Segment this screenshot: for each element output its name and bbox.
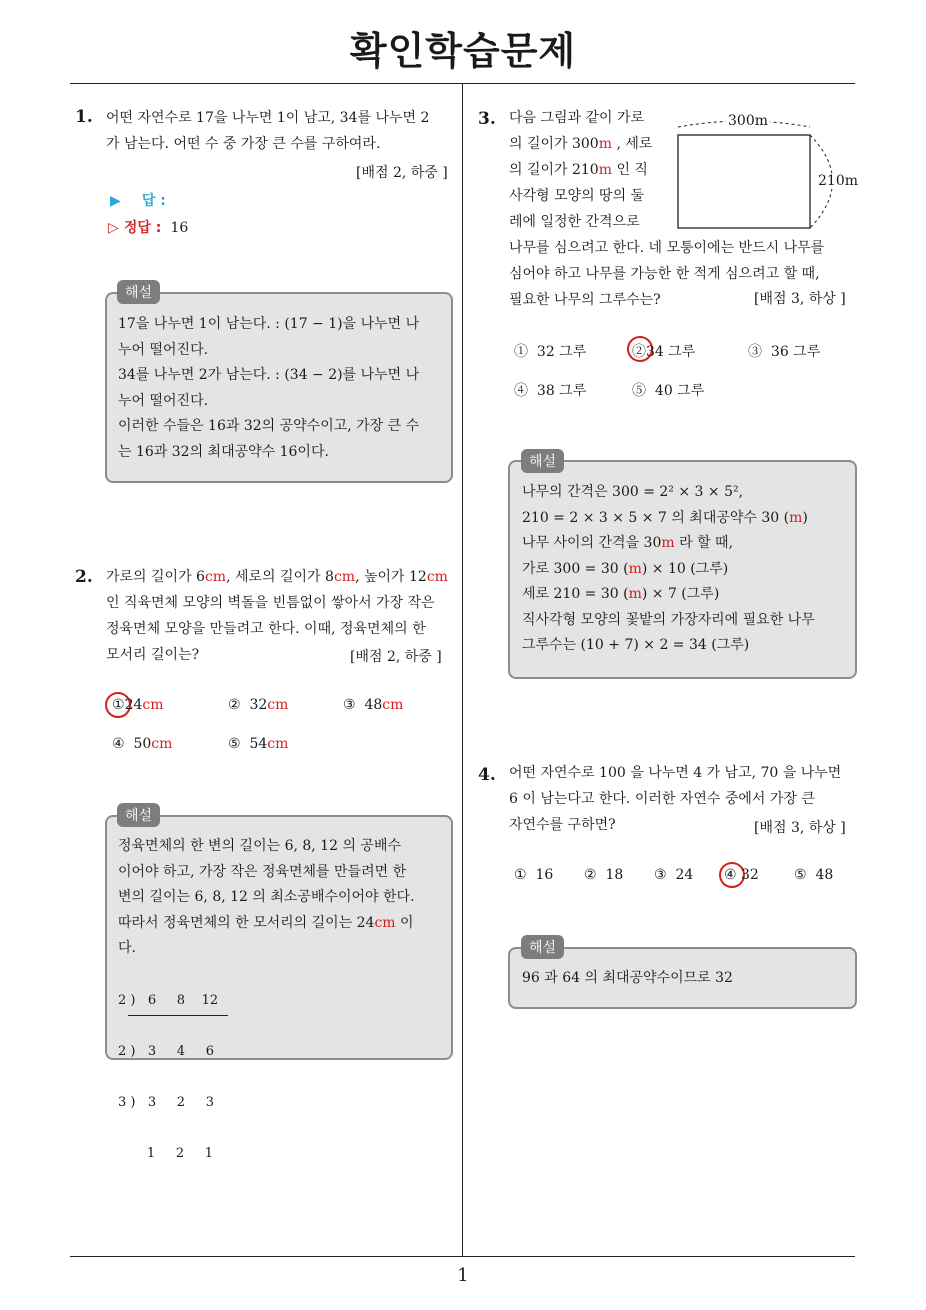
question-1-meta: [배점 2, 하중 ] bbox=[356, 165, 448, 181]
option-mark: ⑤ bbox=[228, 736, 241, 752]
option-mark: ⑤ bbox=[794, 867, 807, 883]
question-4-line: 어떤 자연수로 100 을 나누면 4 가 남고, 70 을 나누면 bbox=[509, 765, 842, 781]
answer-row bbox=[110, 190, 166, 210]
text-run: 가로의 길이가 6 bbox=[106, 569, 205, 585]
question-2-number: 2. bbox=[75, 567, 93, 587]
question-3-line: 사각형 모양의 땅의 둘 bbox=[509, 188, 645, 204]
explanation-line: 96 과 64 의 최대공약수이므로 32 bbox=[522, 970, 733, 986]
option-2[interactable] bbox=[228, 697, 288, 713]
option-mark: ② bbox=[632, 344, 646, 360]
unit-m: m bbox=[789, 509, 803, 526]
explanation-line: 변의 길이는 6, 8, 12 의 최소공배수이어야 한다. bbox=[118, 889, 415, 905]
explanation-line: 누어 떨어진다. bbox=[118, 341, 209, 358]
option-mark: ① bbox=[112, 697, 125, 713]
question-1-text bbox=[106, 105, 456, 157]
option-value: 18 bbox=[605, 867, 624, 883]
text-run: ) × 10 (그루) bbox=[641, 560, 729, 577]
correct-answer-row bbox=[108, 217, 188, 237]
explanation-tag: 해설 bbox=[521, 935, 564, 959]
explanation-4-text bbox=[522, 966, 850, 992]
text-run: 인 직 bbox=[612, 162, 648, 178]
unit-cm: cm bbox=[267, 736, 289, 752]
option-value: 32 bbox=[249, 697, 268, 713]
option-value: 36 그루 bbox=[770, 344, 821, 360]
text-run: 이 bbox=[395, 914, 414, 931]
correct-label: 정답 : bbox=[123, 220, 162, 236]
explanation-line bbox=[522, 557, 850, 583]
option-mark: ② bbox=[584, 867, 597, 883]
unit-m: m bbox=[628, 586, 642, 602]
option-value: 32 그루 bbox=[536, 344, 587, 360]
option-mark: ④ bbox=[724, 867, 737, 883]
question-3-number: 3. bbox=[478, 109, 496, 129]
option-mark: ① bbox=[514, 867, 527, 883]
explanation-3-text bbox=[522, 480, 850, 659]
explanation-line: 직사각형 모양의 꽃밭의 가장자리에 필요한 나무 bbox=[522, 611, 815, 628]
unit-m: m bbox=[598, 136, 612, 152]
text-run: ) bbox=[802, 509, 808, 526]
answer-label: 답 : bbox=[141, 193, 166, 209]
option-value: 40 그루 bbox=[654, 383, 705, 399]
question-2-line: 정육면체 모양을 만들려고 한다. 이때, 정육면체의 한 bbox=[106, 621, 426, 637]
option-2[interactable] bbox=[584, 867, 623, 883]
option-mark: ④ bbox=[112, 736, 125, 752]
field-rectangle bbox=[678, 135, 810, 228]
explanation-line: 누어 떨어진다. bbox=[118, 392, 209, 409]
option-4[interactable] bbox=[514, 380, 586, 400]
text-run: 세로 210 = 30 ( bbox=[522, 586, 629, 602]
option-1[interactable] bbox=[514, 867, 553, 883]
explanation-line: 17을 나누면 1이 남는다. : (17 − 1)을 나누면 나 bbox=[118, 316, 420, 332]
option-value: 16 bbox=[535, 867, 554, 883]
question-1-line: 가 남는다. 어떤 수 중 가장 큰 수를 구하여라. bbox=[106, 136, 381, 152]
option-mark: ② bbox=[228, 697, 241, 713]
play-arrow-icon: ▶ bbox=[110, 193, 121, 209]
question-3-line: 필요한 나무의 그루수는? bbox=[509, 292, 661, 308]
question-2-line bbox=[106, 564, 456, 590]
question-4-line: 자연수를 구하면? bbox=[509, 817, 616, 833]
explanation-tag: 해설 bbox=[117, 803, 160, 827]
option-3[interactable] bbox=[343, 697, 403, 713]
division-row: 2 ) 3 4 6 bbox=[118, 1044, 215, 1059]
option-5[interactable] bbox=[228, 736, 288, 752]
explanation-line: 이어야 하고, 가장 작은 정육면체를 만들려면 한 bbox=[118, 863, 407, 880]
explanation-line: 이러한 수들은 16과 32의 공약수이고, 가장 큰 수 bbox=[118, 418, 420, 434]
explanation-line bbox=[118, 911, 443, 937]
unit-cm: cm bbox=[333, 569, 356, 585]
text-run: ) × 7 (그루) bbox=[641, 586, 720, 602]
text-run: 의 길이가 300 bbox=[509, 136, 599, 152]
question-2-line: 모서리 길이는? bbox=[106, 647, 200, 663]
option-mark: ③ bbox=[654, 867, 667, 883]
option-4[interactable] bbox=[724, 867, 759, 883]
option-1[interactable] bbox=[514, 341, 586, 361]
option-value: 48 bbox=[364, 697, 383, 713]
text-run: , 세로의 길이가 8 bbox=[226, 569, 334, 585]
explanation-2-text bbox=[118, 834, 443, 962]
option-value: 54 bbox=[249, 736, 268, 752]
division-underline bbox=[128, 1015, 228, 1016]
division-row: 1 2 1 bbox=[118, 1146, 214, 1161]
unit-cm: cm bbox=[382, 697, 404, 713]
correct-value: 16 bbox=[170, 220, 189, 236]
page-title: 확인학습문제 bbox=[349, 29, 577, 73]
unit-cm: cm bbox=[151, 736, 173, 752]
question-3-meta: [배점 3, 하상 ] bbox=[754, 291, 846, 307]
footer-rule bbox=[70, 1256, 855, 1257]
question-1-line: 어떤 자연수로 17을 나누면 1이 남고, 34를 나누면 2 bbox=[106, 110, 430, 126]
text-run: 210 = 2 × 3 × 5 × 7 의 최대공약수 30 ( bbox=[522, 509, 790, 526]
explanation-line: 다. bbox=[118, 940, 136, 956]
option-value: 24 bbox=[675, 867, 694, 883]
option-4[interactable] bbox=[112, 736, 172, 752]
question-2-meta: [배점 2, 하중 ] bbox=[350, 649, 442, 665]
explanation-line bbox=[522, 506, 850, 532]
option-mark: ④ bbox=[514, 383, 528, 399]
unit-m: m bbox=[628, 560, 642, 577]
explanation-line: 정육면체의 한 변의 길이는 6, 8, 12 의 공배수 bbox=[118, 838, 401, 854]
division-row: 3 ) 3 2 3 bbox=[118, 1095, 215, 1110]
option-3[interactable] bbox=[748, 341, 820, 361]
explanation-line: 는 16과 32의 최대공약수 16이다. bbox=[118, 443, 329, 460]
question-4-line: 6 이 남는다고 한다. 이러한 자연수 중에서 가장 큰 bbox=[509, 791, 815, 807]
option-value: 48 bbox=[815, 867, 834, 883]
explanation-line bbox=[522, 582, 850, 608]
option-mark: ⑤ bbox=[632, 383, 646, 399]
option-5[interactable] bbox=[794, 867, 833, 883]
option-value: 34 그루 bbox=[646, 344, 696, 360]
unit-cm: cm bbox=[374, 914, 396, 931]
division-ladder bbox=[118, 958, 218, 1179]
text-run: 의 길이가 210 bbox=[509, 162, 599, 178]
question-3-line: 다음 그림과 같이 가로 bbox=[509, 110, 645, 126]
unit-cm: cm bbox=[142, 697, 164, 713]
text-run: 라 할 때, bbox=[674, 535, 734, 551]
column-divider bbox=[462, 84, 463, 1257]
question-4-meta: [배점 3, 하상 ] bbox=[754, 820, 846, 836]
option-2[interactable] bbox=[632, 341, 695, 361]
question-1-number: 1. bbox=[75, 107, 93, 127]
outline-arrow-icon: ▷ bbox=[108, 220, 119, 236]
text-run: , 세로 bbox=[612, 136, 653, 152]
unit-m: m bbox=[661, 535, 675, 551]
explanation-tag: 해설 bbox=[521, 449, 564, 473]
explanation-line bbox=[522, 531, 850, 557]
page-number: 1 bbox=[457, 1265, 469, 1286]
option-mark: ③ bbox=[343, 697, 356, 713]
option-mark: ③ bbox=[748, 344, 762, 360]
text-run: 따라서 정육면체의 한 모서리의 길이는 24 bbox=[118, 914, 375, 931]
unit-m: m bbox=[598, 162, 612, 178]
question-4-number: 4. bbox=[478, 765, 496, 785]
unit-cm: cm bbox=[267, 697, 289, 713]
option-3[interactable] bbox=[654, 867, 693, 883]
explanation-line: 34를 나누면 2가 남는다. : (34 − 2)를 나누면 나 bbox=[118, 367, 420, 383]
option-value: 38 그루 bbox=[536, 383, 587, 399]
question-2-line: 인 직육면체 모양의 벽돌을 빈틈없이 쌓아서 가장 작은 bbox=[106, 595, 435, 611]
text-run: , 높이가 12 bbox=[355, 569, 427, 585]
width-label: 300m bbox=[728, 113, 768, 129]
division-row: 2 ) 6 8 12 bbox=[118, 993, 219, 1008]
explanation-1-text bbox=[118, 312, 443, 465]
explanation-tag: 해설 bbox=[117, 280, 160, 304]
option-value: 24 bbox=[124, 697, 143, 713]
question-3-line: 심어야 하고 나무를 가능한 한 적게 심으려고 할 때, bbox=[509, 266, 820, 282]
option-mark: ① bbox=[514, 344, 528, 360]
unit-cm: cm bbox=[426, 569, 448, 585]
unit-cm: cm bbox=[204, 569, 227, 585]
question-3-line: 레에 일정한 간격으로 bbox=[509, 214, 640, 230]
option-value: 32 bbox=[741, 867, 759, 883]
text-run: 가로 300 = 30 ( bbox=[522, 560, 629, 577]
option-5[interactable] bbox=[632, 380, 704, 400]
explanation-line: 나무의 간격은 300 = 2² × 3 × 5², bbox=[522, 484, 744, 500]
explanation-line: 그루수는 (10 + 7) × 2 = 34 (그루) bbox=[522, 637, 750, 653]
question-3-line: 나무를 심으려고 한다. 네 모퉁이에는 반드시 나무를 bbox=[509, 240, 825, 256]
option-1[interactable] bbox=[112, 697, 164, 713]
option-value: 50 bbox=[133, 736, 152, 752]
text-run: 나무 사이의 간격을 30 bbox=[522, 535, 662, 551]
height-label: 210m bbox=[818, 173, 858, 189]
